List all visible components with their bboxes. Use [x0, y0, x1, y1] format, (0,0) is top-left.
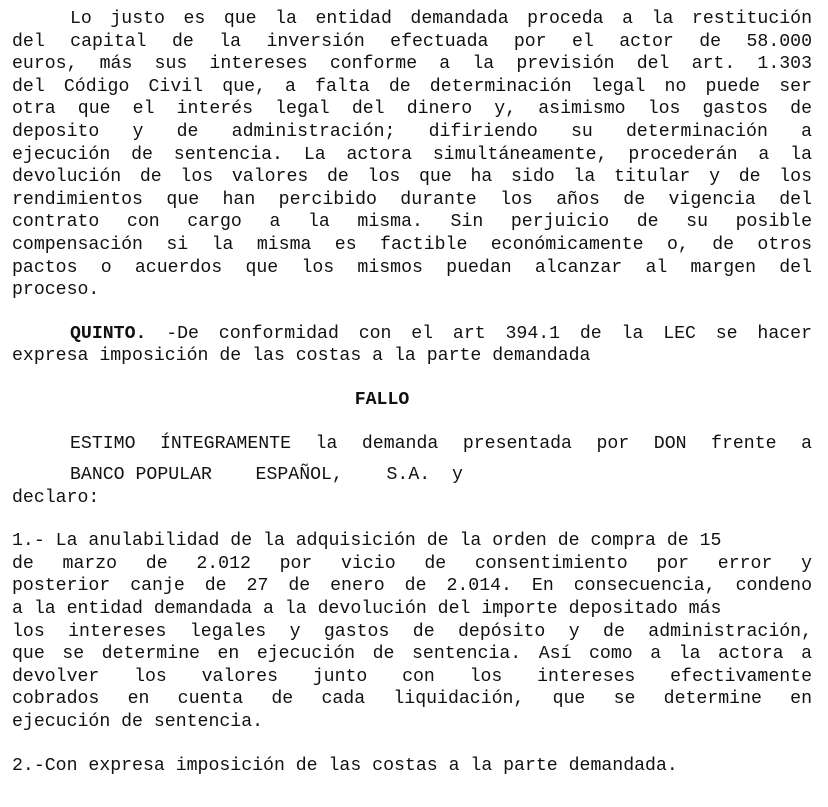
text-line: contrato con cargo a la misma. Sin perjuicio de su posible: [12, 212, 812, 233]
text-line: devolución de los valores de los que ha sido la titular y de los: [12, 167, 812, 188]
text-line: 1.- La anulabilidad de la adquisición de la orden de compra de 15: [12, 531, 722, 552]
text-line: expresa imposición de las costas a la parte demandada: [12, 346, 591, 367]
section-label: QUINTO.: [70, 323, 147, 344]
text-line: otra que el interés legal del dinero y, asimismo los gastos de: [12, 99, 812, 120]
text-line: ejecución de sentencia. La actora simultáneamente, procederán a la: [12, 144, 812, 165]
text-line: posterior canje de 27 de enero de 2.014. En consecuencia, condeno: [12, 576, 812, 597]
text-line: ejecución de sentencia.: [12, 712, 264, 733]
text-line: Lo justo es que la entidad demandada proceda a la restitución: [70, 9, 812, 29]
text-line: cobrados en cuenta de cada liquidación, que se determine en: [12, 689, 812, 710]
text-line: pactos o acuerdos que los mismos puedan alcanzar al margen del: [12, 257, 812, 278]
text-line: de marzo de 2.012 por vicio de consentimiento por error y: [12, 553, 812, 574]
text-line: rendimientos que han percibido durante los años de vigencia del: [12, 189, 812, 210]
text-line: 2.-Con expresa imposición de las costas a la parte demandada.: [12, 755, 678, 776]
text-line: a la entidad demandada a la devolución del importe depositado más: [12, 599, 722, 620]
text-line: del capital de la inversión efectuada por el actor de 58.000: [12, 31, 812, 52]
text-line: los intereses legales y gastos de depósito y de administración,: [12, 621, 812, 642]
fallo-item-1: [12, 530, 812, 733]
quinto-text: -De conformidad con el art 394.1 de la LEC se hacer: [146, 323, 812, 344]
paragraph-quinto: [12, 323, 812, 368]
text-line: deposito y de administración; difiriendo su determinación a: [12, 121, 812, 142]
paragraph-estimo: [12, 433, 812, 510]
text-line: del Código Civil que, a falta de determinación legal no puede ser: [12, 76, 812, 97]
text-line: devolver los valores junto con los intereses efectivamente: [12, 666, 812, 687]
text-line: euros, más sus intereses conforme a la previsión del art. 1.303: [12, 54, 812, 75]
text-line: [12, 323, 812, 346]
text-line: declaro:: [12, 487, 100, 508]
fallo-heading: FALLO: [354, 389, 410, 410]
document-page: [12, 8, 812, 777]
text-line: BANCO POPULAR ESPAÑOL, S.A. y: [70, 465, 463, 486]
text-line: ESTIMO ÍNTEGRAMENTE la demanda presentada por DON frente a: [70, 433, 812, 454]
fallo-item-2: [12, 755, 812, 778]
text-line: compensación si la misma es factible económicamente o, de otros: [12, 234, 812, 255]
paragraph-restitucion: [12, 8, 812, 302]
text-line: proceso.: [12, 280, 100, 301]
text-line: que se determine en ejecución de sentencia. Así como a la actora a: [12, 644, 812, 665]
